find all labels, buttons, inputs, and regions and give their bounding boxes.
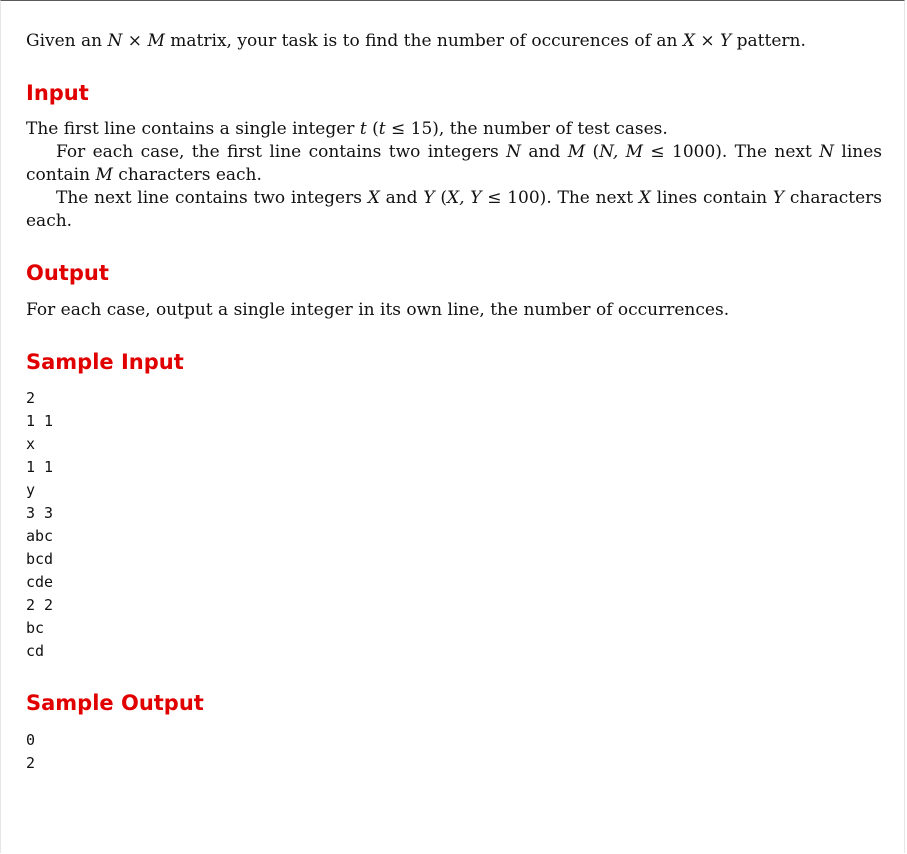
input-paragraph-3: The next line contains two integers X and Y (X, Y ≤ 100). The next X lines contain Y characters each. [26,188,882,231]
output-heading: Output [26,261,109,285]
sample-output-block: 0 2 [26,731,36,772]
input-paragraph-2: For each case, the first line contains two integers N and M (N, M ≤ 1000). The next N lines contain M characters each. [26,142,883,185]
sample-input-heading: Sample Input [26,350,184,374]
sample-output-heading: Sample Output [26,691,204,715]
input-paragraph-1: The first line contains a single integer t (t ≤ 15), the number of test cases. [26,119,668,139]
input-heading: Input [26,81,89,105]
output-paragraph: For each case, output a single integer in its own line, the number of occurrences. [26,300,730,320]
input-section [26,118,882,233]
sample-input-block: 2 1 1 x 1 1 y 3 3 abc bcd cde 2 2 bc cd [26,389,54,660]
intro-paragraph: Given an N × M matrix, your task is to find the number of occurences of an X × Y pattern. [26,31,806,51]
